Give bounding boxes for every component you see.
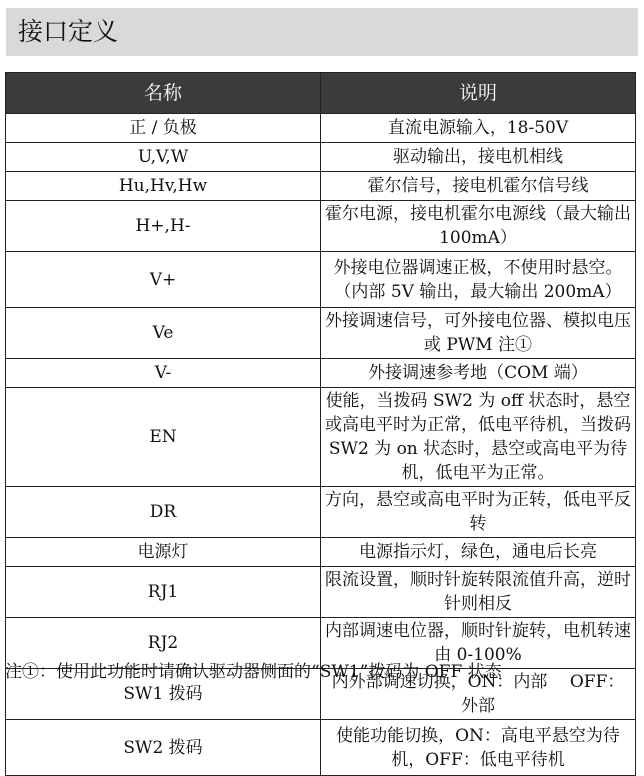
table-row [6,172,636,201]
row-name: Hu,Hv,Hw [6,172,321,201]
table-row [6,308,636,359]
row-description: 直流电源输入，18-50V [321,114,636,143]
section-title: 接口定义 [6,8,638,56]
row-name: RJ2 [6,618,321,669]
row-description: 霍尔电源，接电机霍尔电源线（最大输出 100mA） [321,201,636,252]
row-description: 外接电位器调速正极，不使用时悬空。（内部 5V 输出，最大输出 200mA） [321,252,636,308]
row-description: 外接调速参考地（COM 端） [321,359,636,388]
row-name: SW2 拨码 [6,720,321,776]
table-row [6,720,636,776]
row-description: 限流设置，顺时针旋转限流值升高，逆时针则相反 [321,567,636,618]
row-name: 电源灯 [6,538,321,567]
row-name: V+ [6,252,321,308]
row-name: Ve [6,308,321,359]
table-row [6,114,636,143]
row-description: 内外部调速切换，ON：内部 OFF：外部 [321,669,636,720]
row-name: H+,H- [6,201,321,252]
table-row [6,143,636,172]
row-description: 霍尔信号，接电机霍尔信号线 [321,172,636,201]
column-header-name: 名称 [6,73,321,114]
row-name: RJ1 [6,567,321,618]
table-row [6,252,636,308]
row-description: 电源指示灯，绿色，通电后长亮 [321,538,636,567]
row-description: 驱动输出，接电机相线 [321,143,636,172]
row-name: U,V,W [6,143,321,172]
table-row [6,359,636,388]
footnote: 注①：使用此功能时请确认驱动器侧面的“SW1”拨码为 OFF 状态 [5,662,502,682]
table-header-row [6,73,636,114]
row-name: DR [6,487,321,538]
row-name: 正 / 负极 [6,114,321,143]
row-description: 使能功能切换，ON：高电平悬空为待机，OFF：低电平待机 [321,720,636,776]
table-row [6,201,636,252]
row-name: SW1 拨码 [6,669,321,720]
table-row [6,538,636,567]
row-name: V- [6,359,321,388]
row-description: 外接调速信号，可外接电位器、模拟电压或 PWM 注① [321,308,636,359]
table-row [6,487,636,538]
column-header-description: 说明 [321,73,636,114]
table-row [6,567,636,618]
row-description: 内部调速电位器，顺时针旋转，电机转速由 0-100% [321,618,636,669]
row-description: 方向，悬空或高电平时为正转，低电平反转 [321,487,636,538]
row-description: 使能，当拨码 SW2 为 off 状态时，悬空或高电平时为正常，低电平待机，当拨码 SW2 为 on 状态时，悬空或高电平为待机，低电平为正常。 [321,388,636,487]
table-row [6,388,636,487]
row-name: EN [6,388,321,487]
